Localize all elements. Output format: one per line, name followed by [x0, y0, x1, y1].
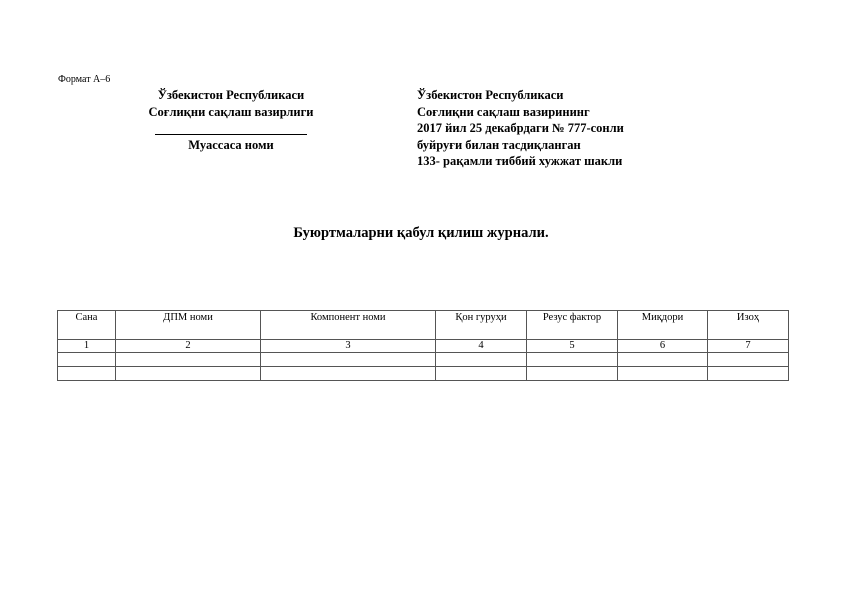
- right-header-line4: буйруғи билан тасдиқланган: [417, 137, 581, 152]
- right-header-line3: 2017 йил 25 декабрдаги № 777-сонли: [417, 121, 624, 135]
- table-cell: [58, 367, 116, 381]
- institution-label: Муассаса номи: [188, 138, 274, 152]
- column-number-row: [58, 340, 789, 353]
- column-number: 1: [58, 340, 116, 353]
- right-header-line2: Соғлиқни сақлаш вазирининг: [417, 104, 590, 119]
- table-cell: [116, 353, 261, 367]
- format-label: Формат А–6: [58, 74, 111, 85]
- column-number: 2: [116, 340, 261, 353]
- table-header-row: [58, 311, 789, 340]
- table-cell: [527, 367, 618, 381]
- table-row: [58, 353, 789, 367]
- table-cell: [618, 367, 708, 381]
- journal-title: Буюртмаларни қабул қилиш журнали.: [293, 225, 549, 241]
- right-header-line1: Ўзбекистон Республикаси: [417, 88, 564, 102]
- column-header: Резус фактор: [527, 311, 618, 340]
- column-header: Қон гуруҳи: [436, 311, 527, 340]
- table-cell: [708, 367, 789, 381]
- right-header: [417, 87, 624, 170]
- table-cell: [618, 353, 708, 367]
- table-cell: [436, 353, 527, 367]
- column-number: 5: [527, 340, 618, 353]
- table-cell: [527, 353, 618, 367]
- table-cell: [116, 367, 261, 381]
- column-number: 6: [618, 340, 708, 353]
- table-cell: [708, 353, 789, 367]
- column-header: Сана: [58, 311, 116, 340]
- journal-table: [57, 310, 789, 381]
- table-cell: [58, 353, 116, 367]
- table-cell: [261, 353, 436, 367]
- right-header-line5: 133- рақамли тиббий хужжат шакли: [417, 154, 623, 168]
- column-number: 7: [708, 340, 789, 353]
- column-number: 4: [436, 340, 527, 353]
- table-row: [58, 367, 789, 381]
- column-header: Компонент номи: [261, 311, 436, 340]
- left-header: [126, 87, 336, 154]
- left-header-line2: Соғлиқни сақлаш вазирлиги: [148, 104, 314, 119]
- left-header-line1: Ўзбекистон Республикаси: [157, 88, 305, 102]
- column-number: 3: [261, 340, 436, 353]
- column-header: Миқдори: [618, 311, 708, 340]
- table-cell: [436, 367, 527, 381]
- institution-blank-line: [155, 124, 307, 135]
- column-header: Изоҳ: [708, 311, 789, 340]
- table-cell: [261, 367, 436, 381]
- column-header: ДПМ номи: [116, 311, 261, 340]
